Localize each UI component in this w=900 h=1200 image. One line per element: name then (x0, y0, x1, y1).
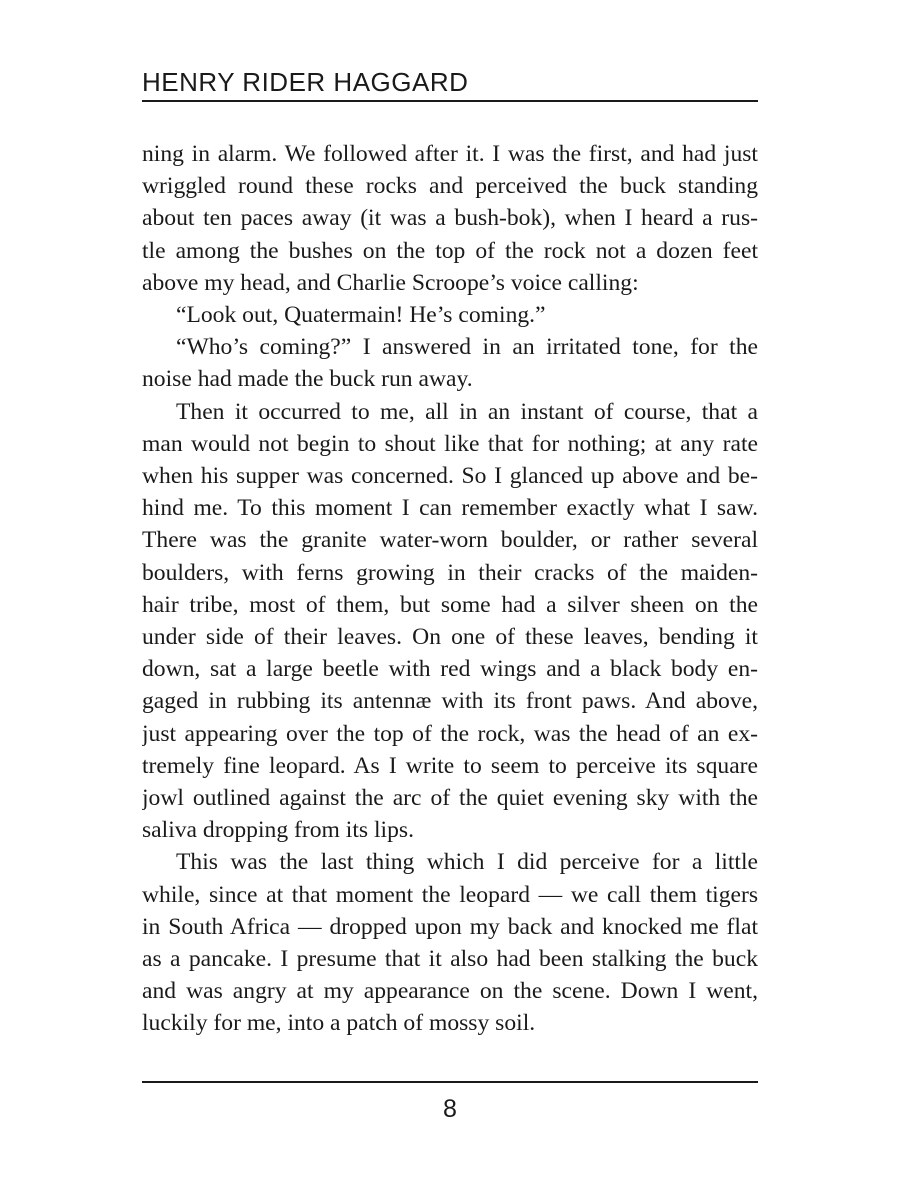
text-line: above my head, and Charlie Scroope’s voice calling: (142, 269, 639, 296)
text-line: Then it occurred to me, all in an instant of course, that a (176, 398, 758, 425)
text-line: ning in alarm. We followed after it. I was the first, and had just (142, 141, 758, 167)
running-head-author: HENRY RIDER HAGGARD (142, 67, 469, 97)
text-line: hair tribe, most of them, but some had a silver sheen on the (142, 591, 758, 618)
text-line: gaged in rubbing its antennæ with its front paws. And above, (142, 688, 758, 715)
text-line: about ten paces away (it was a bush-bok), when I heard a rus- (142, 205, 758, 232)
text-line: down, sat a large beetle with red wings and a black body en- (142, 656, 758, 683)
header-rule (142, 100, 758, 102)
text-line: hind me. To this moment I can remember exactly what I saw. (142, 495, 758, 522)
text-line: There was the granite water-worn boulder, or rather several (142, 527, 758, 554)
text-line: under side of their leaves. On one of these leaves, bending it (142, 624, 758, 651)
text-line: This was the last thing which I did perceive for a little (176, 849, 758, 876)
footer-rule (142, 1081, 758, 1083)
text-line: jowl outlined against the arc of the quiet evening sky with the (142, 785, 758, 812)
text-line: just appearing over the top of the rock, was the head of an ex- (142, 720, 758, 747)
text-line: in South Africa — dropped upon my back and knocked me flat (142, 913, 758, 940)
text-line: tremely fine leopard. As I write to seem to perceive its square (142, 752, 758, 779)
text-line: while, since at that moment the leopard — we call them tigers (142, 881, 758, 908)
text-line: when his supper was concerned. So I glanced up above and be- (142, 463, 758, 490)
text-line: “Who’s coming?” I answered in an irritated tone, for the (176, 334, 758, 361)
text-line: and was angry at my appearance on the scene. Down I went, (142, 978, 758, 1005)
text-line: saliva dropping from its lips. (142, 817, 414, 844)
text-line: “Look out, Quatermain! He’s coming.” (176, 302, 546, 329)
text-line: noise had made the buck run away. (142, 366, 473, 393)
text-line: boulders, with ferns growing in their cracks of the maiden- (142, 559, 758, 586)
text-line: luckily for me, into a patch of mossy soil. (142, 1010, 536, 1037)
text-line: wriggled round these rocks and perceived the buck standing (142, 173, 758, 200)
text-line: man would not begin to shout like that for nothing; at any rate (142, 430, 758, 457)
text-line: tle among the bushes on the top of the rock not a dozen feet (142, 237, 758, 264)
body-text (142, 138, 758, 1040)
page-number: 8 (443, 1095, 457, 1123)
text-line: as a pancake. I presume that it also had been stalking the buck (142, 946, 758, 973)
